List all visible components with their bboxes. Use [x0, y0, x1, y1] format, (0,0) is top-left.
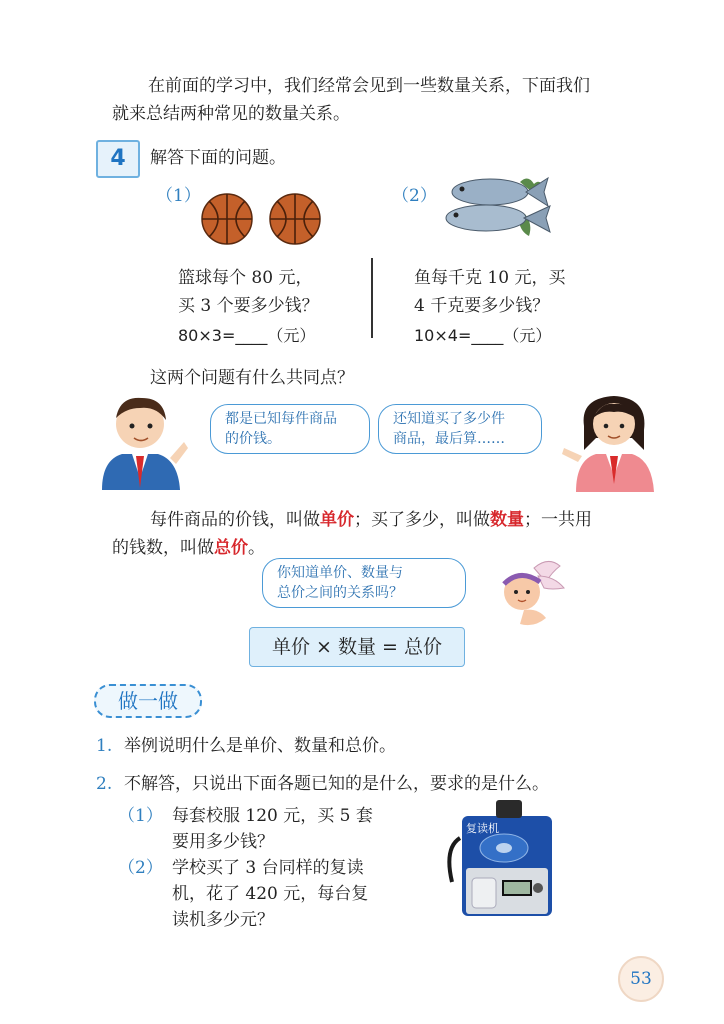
- sub-question-2-line-1: 学校买了 3 台同样的复读: [172, 858, 364, 878]
- girl-bubble-line-1: 还知道买了多少件: [393, 411, 505, 427]
- basketball-icon: [200, 192, 254, 246]
- girl-illustration: [562, 388, 662, 492]
- example-number-badge: 4: [96, 140, 140, 178]
- boy-bubble-line-2: 的价钱。: [225, 431, 281, 447]
- sub-question-2-line-2: 机，花了 420 元，每台复: [172, 884, 369, 904]
- practice-badge: 做一做: [94, 684, 202, 718]
- problem-divider: [371, 258, 373, 338]
- angel-bubble-line-2: 总价之间的关系吗？: [277, 585, 403, 601]
- basketball-icon: [268, 192, 322, 246]
- sub-question-2-line-3: 读机多少元？: [172, 910, 274, 930]
- sub-question-1-line-2: 要用多少钱？: [172, 832, 274, 852]
- boy-illustration: [92, 388, 188, 490]
- practice-item-number: 1.: [96, 736, 113, 756]
- problem-2-line-1: 鱼每千克 10 元，买: [414, 268, 566, 288]
- practice-item-number: 2.: [96, 774, 113, 794]
- intro-line-1: 在前面的学习中，我们经常会见到一些数量关系，下面我们: [148, 76, 590, 96]
- angel-bubble-line-1: 你知道单价、数量与: [277, 565, 403, 581]
- problem-2-label: （2）: [392, 186, 437, 206]
- term-unit-price: 单价: [320, 510, 354, 530]
- problem-2-formula: 10×4=____（元）: [414, 326, 552, 345]
- sub-question-1-label: （1）: [118, 806, 163, 826]
- boy-speech-bubble: [210, 404, 370, 454]
- problem-1-line-1: 篮球每个 80 元，: [178, 268, 313, 288]
- definition-text: 每件商品的价钱，叫做: [150, 510, 320, 530]
- angel-speech-bubble: [262, 558, 466, 608]
- girl-bubble-line-2: 商品，最后算……: [393, 431, 505, 447]
- cupid-illustration: [494, 558, 570, 630]
- definition-text: ；一共用: [524, 510, 592, 530]
- girl-speech-bubble: [378, 404, 542, 454]
- practice-item-text: 不解答，只说出下面各题已知的是什么，要求的是什么。: [124, 774, 549, 794]
- intro-line-2: 就来总结两种常见的数量关系。: [112, 104, 350, 124]
- sub-question-1-line-1: 每套校服 120 元，买 5 套: [172, 806, 373, 826]
- term-quantity: 数量: [490, 510, 524, 530]
- practice-item-text: 举例说明什么是单价、数量和总价。: [124, 736, 396, 756]
- fish-icon: [440, 170, 555, 248]
- problem-2-line-2: 4 千克要多少钱？: [414, 296, 550, 316]
- problem-1-label: （1）: [156, 186, 201, 206]
- term-total-price: 总价: [214, 538, 248, 558]
- recorder-illustration: [446, 798, 556, 926]
- example-title: 解答下面的问题。: [150, 148, 286, 168]
- definition-text: 。: [248, 538, 265, 558]
- definition-line-2: [112, 532, 265, 564]
- problem-1-formula: 80×3=____（元）: [178, 326, 316, 345]
- page-number: 53: [618, 956, 664, 1002]
- definition-text: ；买了多少，叫做: [354, 510, 490, 530]
- boy-bubble-line-1: 都是已知每件商品: [225, 411, 337, 427]
- common-point-question: 这两个问题有什么共同点？: [150, 368, 354, 388]
- sub-question-2-label: （2）: [118, 858, 163, 878]
- recorder-label: 复读机: [466, 822, 499, 835]
- problem-1-line-2: 买 3 个要多少钱？: [178, 296, 319, 316]
- formula-box: 单价 × 数量 = 总价: [249, 627, 465, 667]
- definition-text: 的钱数，叫做: [112, 538, 214, 558]
